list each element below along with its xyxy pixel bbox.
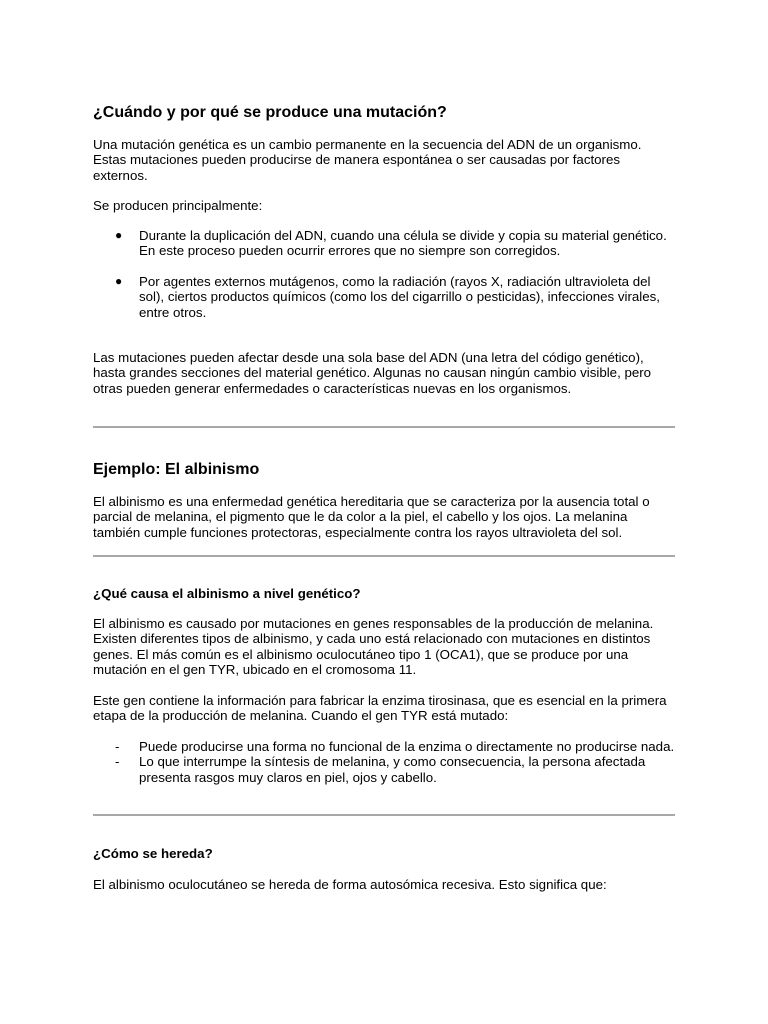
dash-marker: - <box>115 754 120 770</box>
list-item <box>93 754 675 785</box>
section-divider <box>93 814 675 816</box>
section-title-inheritance: ¿Cómo se hereda? <box>93 846 213 861</box>
section-title-mutation: ¿Cuándo y por qué se produce una mutación? <box>93 104 447 121</box>
section-title-albinism-example: Ejemplo: El albinismo <box>93 461 260 478</box>
genetic-cause-paragraph: El albinismo es causado por mutaciones en genes responsables de la producción de melanina. Existen diferentes tipos de albinismo, y cada uno está relacionado con mutaciones en distintos genes. El más común es el albinismo oculocutáneo tipo 1 (OCA1), que se produce por una mutación en el gen TYR, ubicado en el cromosoma 11. <box>93 616 654 678</box>
list-item-text: Por agentes externos mutágenos, como la radiación (rayos X, radiación ultravioleta del sol), ciertos productos químicos (como los del cigarrillo o pesticidas), infecciones virales, entre otros. <box>139 273 661 320</box>
albinism-definition-paragraph: El albinismo es una enfermedad genética hereditaria que se caracteriza por la ausencia total o parcial de melanina, el pigmento que le da color a la piel, el cabello y los ojos. La melanina también cumple funciones protectoras, especialmente contra los rayos ultravioleta del sol. <box>93 494 650 540</box>
mutation-intro-paragraph: Una mutación genética es un cambio permanente en la secuencia del ADN de un organismo. Estas mutaciones pueden producirse de manera espontánea o ser causadas por factores externos. <box>93 137 642 183</box>
list-item-text: Lo que interrumpe la síntesis de melanina, y como consecuencia, la persona afectada presenta rasgos muy claros en piel, ojos y cabello. <box>139 754 646 785</box>
list-item <box>93 739 675 754</box>
mutation-causes-list <box>93 228 675 335</box>
list-item-text: Durante la duplicación del ADN, cuando una célula se divide y copia su material genético. En este proceso pueden ocurrir errores que no siempre son corregidos. <box>139 228 667 259</box>
list-item <box>93 274 675 320</box>
inheritance-paragraph: El albinismo oculocutáneo se hereda de forma autosómica recesiva. Esto significa que: <box>93 877 607 892</box>
tyr-gene-paragraph: Este gen contiene la información para fabricar la enzima tirosinasa, que es esencial en la primera etapa de la producción de melanina. Cuando el gen TYR está mutado: <box>93 693 667 724</box>
tyr-effects-list <box>93 739 675 785</box>
bullet-marker: ● <box>115 228 123 242</box>
section-divider <box>93 555 675 557</box>
list-item <box>93 228 675 259</box>
bullet-marker: ● <box>115 273 123 288</box>
mutation-lead-text: Se producen principalmente: <box>93 198 263 213</box>
list-item-text: Puede producirse una forma no funcional de la enzima o directamente no producirse nada. <box>139 739 675 754</box>
dash-marker: - <box>115 739 120 754</box>
section-title-genetic-cause: ¿Qué causa el albinismo a nivel genético? <box>93 586 361 601</box>
mutation-closing-paragraph: Las mutaciones pueden afectar desde una sola base del ADN (una letra del código genético), hasta grandes secciones del material genético. Algunas no causan ningún cambio visible, pero otras pueden generar enfermedades o características nuevas en los organismos. <box>93 350 652 396</box>
section-divider <box>93 426 675 428</box>
